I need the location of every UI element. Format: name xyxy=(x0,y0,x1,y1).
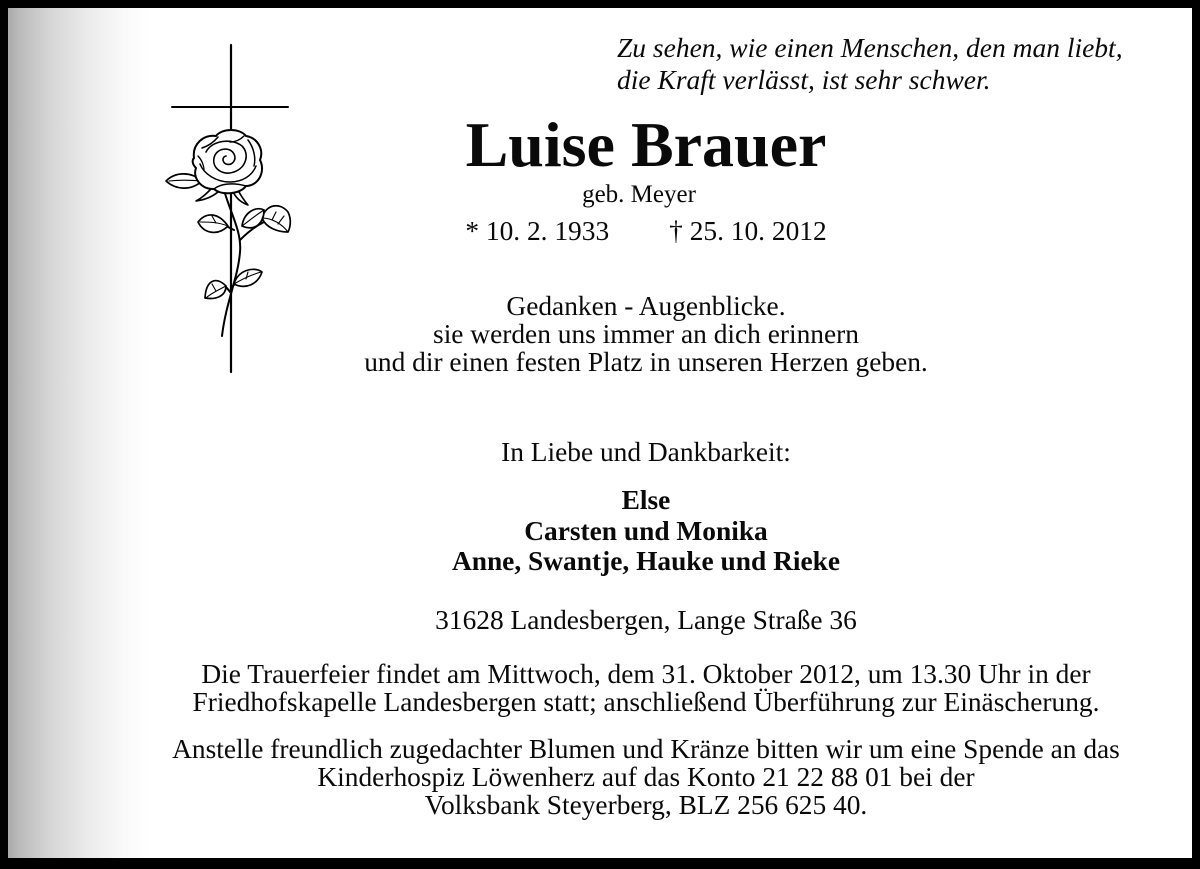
mourners-intro: In Liebe und Dankbarkeit: xyxy=(501,437,791,467)
donation-line: Kinderhospiz Löwenherz auf das Konto 21 22 88 01 bei der xyxy=(317,762,975,792)
mourner-name: Anne, Swantje, Hauke und Rieke xyxy=(451,546,841,576)
deceased-name: Luise Brauer xyxy=(465,109,827,180)
verse-line: sie werden uns immer an dich erinnern xyxy=(433,319,859,349)
birth-date: * 10. 2. 1933 xyxy=(465,216,610,246)
funeral-line: Die Trauerfeier findet am Mittwoch, dem 31. Oktober 2012, um 13.30 Uhr in der xyxy=(201,659,1091,689)
quote-line-2: die Kraft verlässt, ist sehr schwer. xyxy=(617,64,991,95)
funeral-line: Friedhofskapelle Landesbergen statt; anschließend Überführung zur Einäscherung. xyxy=(192,687,1100,717)
donation-line: Anstelle freundlich zugedachter Blumen und Kränze bitten wir um eine Spende an das xyxy=(172,734,1120,764)
death-date: † 25. 10. 2012 xyxy=(669,216,827,246)
verse-line: und dir einen festen Platz in unseren Herzen geben. xyxy=(364,347,928,377)
mourner-name: Else xyxy=(621,485,671,515)
mourner-name: Carsten und Monika xyxy=(524,515,768,546)
mourners-address: 31628 Landesbergen, Lange Straße 36 xyxy=(435,605,857,635)
verse-line: Gedanken - Augenblicke. xyxy=(506,291,786,321)
donation-line: Volksbank Steyerberg, BLZ 256 625 40. xyxy=(424,790,868,820)
birth-name: geb. Meyer xyxy=(582,181,696,208)
quote-line-1: Zu sehen, wie einen Menschen, den man liebt, xyxy=(617,32,1123,63)
